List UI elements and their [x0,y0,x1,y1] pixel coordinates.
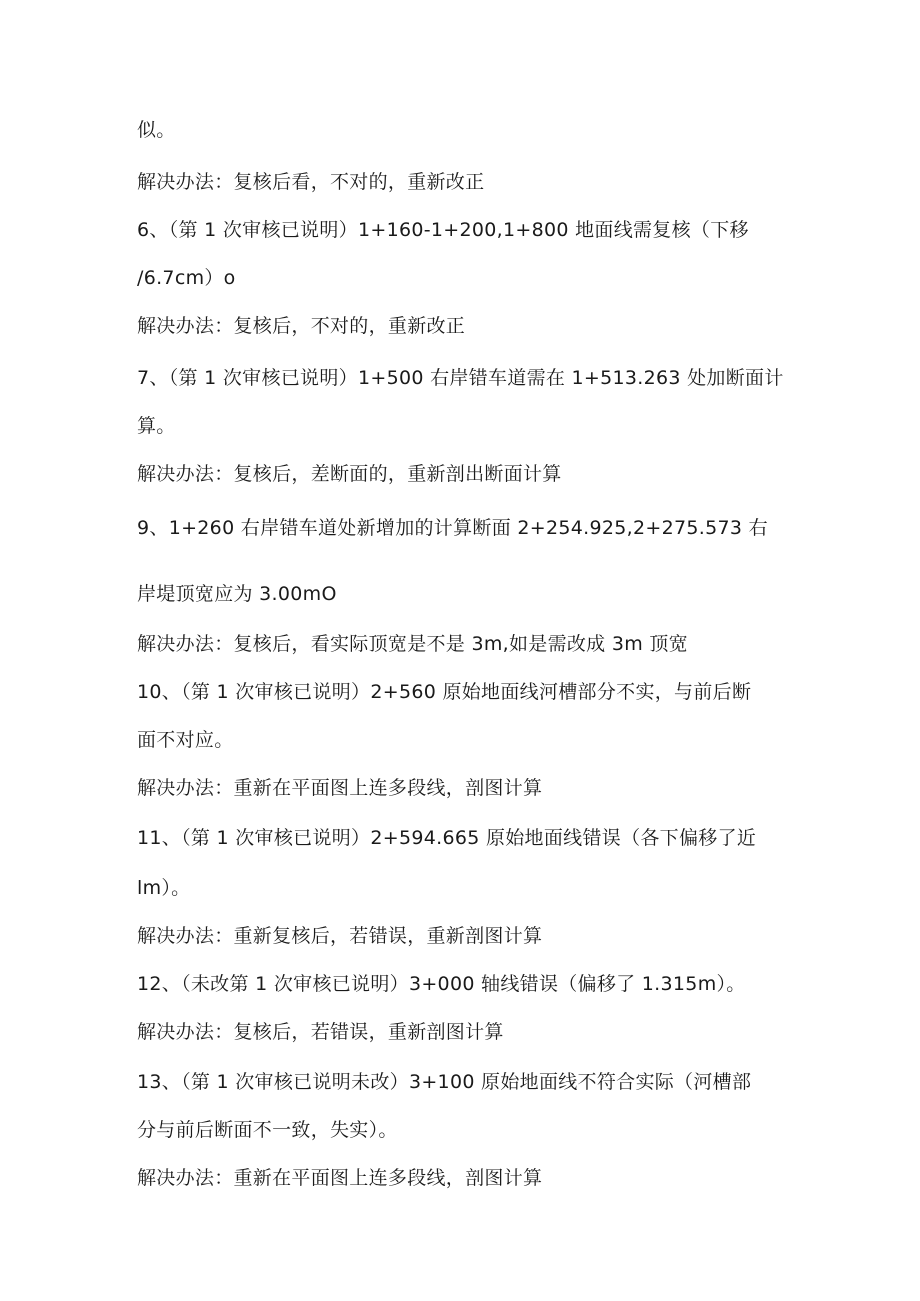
issue-item-13: 13、（第 1 次审核已说明未改）3+100 原始地面线不符合实际（河槽部 [137,1071,752,1093]
issue-item-10: 10、（第 1 次审核已说明）2+560 原始地面线河槽部分不实，与前后断 [137,681,752,703]
text-line: 似。 [137,119,176,141]
solution-line: 解决办法：复核后，不对的，重新改正 [137,315,466,337]
solution-line: 解决办法：复核后看，不对的，重新改正 [137,171,485,193]
solution-line: 解决办法：复核后，看实际顶宽是不是 3m,如是需改成 3m 顶宽 [137,633,688,655]
text-line: /6.7cm）o [137,267,236,289]
text-line: 算。 [137,415,176,437]
issue-item-7: 7、（第 1 次审核已说明）1+500 右岸错车道需在 1+513.263 处加断面计 [137,367,784,389]
solution-line: 解决办法：复核后，若错误，重新剖图计算 [137,1021,504,1043]
solution-line: 解决办法：重新在平面图上连多段线，剖图计算 [137,777,543,799]
issue-item-12: 12、（未改第 1 次审核已说明）3+000 轴线错误（偏移了 1.315m）。 [137,973,746,995]
issue-item-6: 6、（第 1 次审核已说明）1+160-1+200,1+800 地面线需复核（下移 [137,219,749,241]
issue-item-9: 9、1+260 右岸错车道处新增加的计算断面 2+254.925,2+275.573 右 [137,517,768,539]
issue-item-11: 11、（第 1 次审核已说明）2+594.665 原始地面线错误（各下偏移了近 [137,827,757,849]
text-line: 岸堤顶宽应为 3.00mO [137,583,337,605]
text-line: 面不对应。 [137,729,234,751]
solution-line: 解决办法：重新复核后，若错误，重新剖图计算 [137,925,543,947]
text-line: lm）。 [137,877,191,899]
solution-line: 解决办法：重新在平面图上连多段线，剖图计算 [137,1167,543,1189]
text-line: 分与前后断面不一致，失实）。 [137,1119,398,1141]
solution-line: 解决办法：复核后，差断面的，重新剖出断面计算 [137,463,562,485]
